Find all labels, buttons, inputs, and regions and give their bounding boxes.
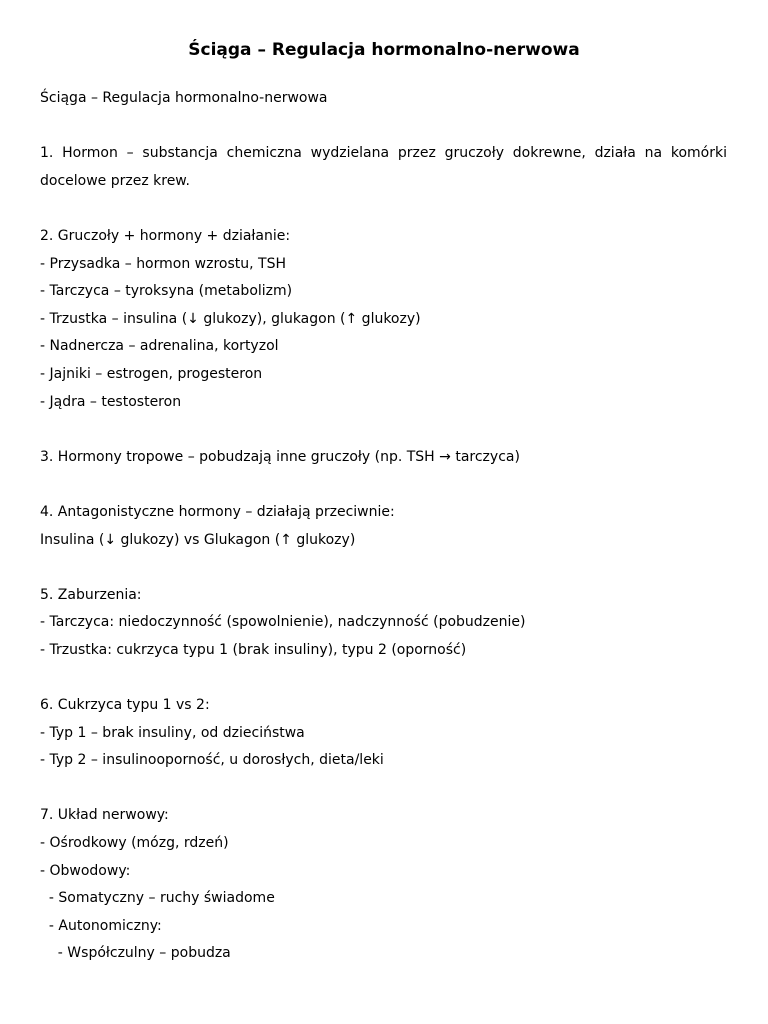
blank-line [40,195,727,223]
section-2-heading: 2. Gruczoły + hormony + działanie: [40,227,291,244]
list-item: - Typ 2 – insulinooporność, u dorosłych, dieta/leki [40,752,384,769]
page-title: Ściąga – Regulacja hormonalno-nerwowa [188,40,580,60]
list-item: - Trzustka – insulina (↓ glukozy), glukagon (↑ glukozy) [40,310,421,327]
blank-line [40,471,727,499]
list-item: - Somatyczny – ruchy świadome [40,890,275,907]
list-item: - Ośrodkowy (mózg, rdzeń) [40,835,229,852]
list-item: - Obwodowy: [40,862,131,879]
list-item: - Przysadka – hormon wzrostu, TSH [40,255,286,272]
list-item: - Tarczyca: niedoczynność (spowolnienie), nadczynność (pobudzenie) [40,614,526,631]
section-6-heading: 6. Cukrzyca typu 1 vs 2: [40,697,210,714]
document-subtitle: Ściąga – Regulacja hormonalno-nerwowa [40,90,328,106]
list-item: - Nadnercza – adrenalina, kortyzol [40,338,279,355]
section-1-definition: 1. Hormon – substancja chemiczna wydzielana przez gruczoły dokrewne, działa na komórki docelowe przez krew. [40,145,727,189]
list-item: - Jądra – testosteron [40,393,182,410]
section-4-heading: 4. Antagonistyczne hormony – działają przeciwnie: [40,503,395,520]
document-body [40,85,727,968]
section-4-text: Insulina (↓ glukozy) vs Glukagon (↑ glukozy) [40,531,356,548]
list-item: - Jajniki – estrogen, progesteron [40,365,263,382]
list-item: - Typ 1 – brak insuliny, od dzieciństwa [40,724,305,741]
blank-line [40,775,727,803]
list-item: - Tarczyca – tyroksyna (metabolizm) [40,283,293,300]
section-7-heading: 7. Układ nerwowy: [40,807,169,824]
blank-line [40,554,727,582]
blank-line [40,416,727,444]
blank-line [40,113,727,141]
list-item: - Autonomiczny: [40,917,162,934]
list-item: - Współczulny – pobudza [40,945,231,962]
section-5-heading: 5. Zaburzenia: [40,586,142,603]
blank-line [40,664,727,692]
list-item: - Trzustka: cukrzyca typu 1 (brak insuliny), typu 2 (oporność) [40,641,467,658]
section-3-text: 3. Hormony tropowe – pobudzają inne gruczoły (np. TSH → tarczyca) [40,448,520,465]
